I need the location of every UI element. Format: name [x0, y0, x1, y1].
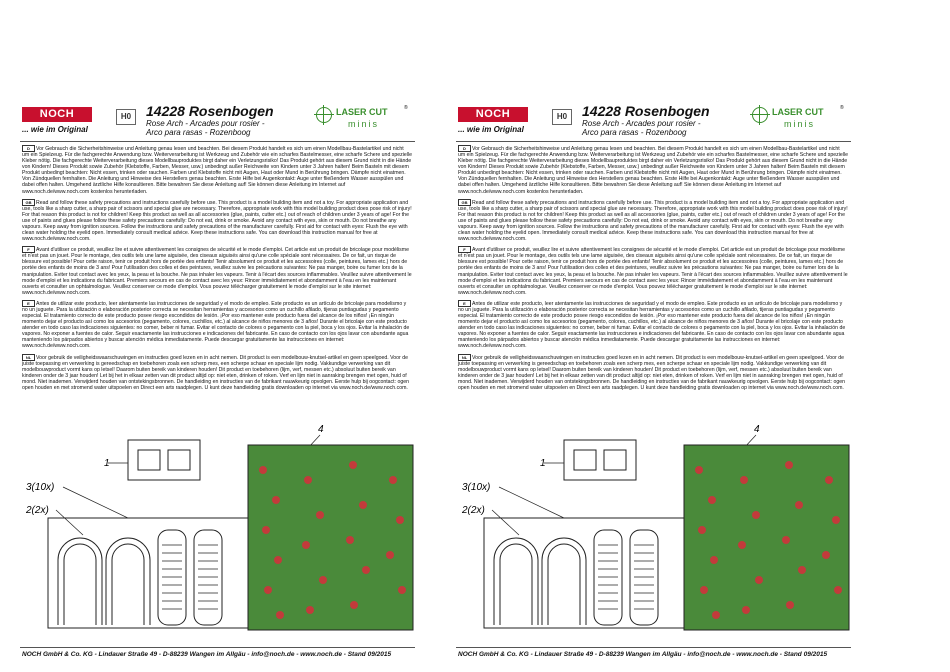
sheet-header	[8, 103, 478, 139]
paragraph-text: Vor Gebrauch die Sicherheitshinweise und Anleitung genau lesen und beachten. Bei diesem Produkt handelt es sich um einen Modellbau-Bastelartikel und nicht um ein Spielzeug. Für die fachgerechte Anwendung bzw. Weiterverarbeitung ist Werkzeug und Zubehör wie ein scharfes Bastelmesser, eine scharfe Schere und spezielle Kleber nötig. Die fachgerechte Weiterverarbeitung dieses Modellbauproduktes birgt daher ein Verletzungsrisiko! Das Produkt gehört aus diesem Grund nicht in die Hände von Kindern! Dieses Produkt sowie Zubehör (Klebstoffe, Farben, Messer, usw.) unbedingt außer Reichweite von Kindern unter 3 Jahren halten! Beim Basteln mit diesem Produkt unbedingt beachten: Nicht essen, trinken oder rauchen. Farben und Klebstoffe nicht mit Augen, Haut oder Mund in Berührung bringen. Dämpfe nicht einatmen. Von Zündquellen fernhalten. Die Anleitung und Hinweise des Herstellers genau beachten. Erste Hilfe bei Augenkontakt: Auge unter fließendem Wasser ausspülen und dabei offen halten. Umgehend ärztliche Hilfe konsultieren. Bitte bewahren Sie diese Anleitung auf! Sie können diese Anleitung im Internet auf www.noch.de/www.noch.com kostenlos herunterladen.	[22, 145, 412, 195]
brand-slogan: ... wie im Original	[22, 125, 88, 134]
part-1-window	[604, 450, 626, 470]
crosshair-icon	[752, 107, 768, 123]
lattice	[630, 530, 658, 625]
minis-text: minis	[784, 119, 816, 129]
flag-nl-icon: NL	[458, 354, 471, 361]
scale-badge: H0	[116, 109, 136, 125]
subtitle-line-2: Arco para rasas - Rozenboog	[146, 128, 251, 137]
subtitle-line-1: Rose Arch - Arcades pour rosier -	[582, 119, 701, 128]
arch	[494, 538, 538, 625]
label-4: 4	[754, 424, 760, 435]
paragraph-de	[458, 145, 848, 195]
brand-slogan: ... wie im Original	[458, 125, 524, 134]
paragraph-nl	[22, 354, 412, 391]
parts-drawing	[444, 420, 854, 645]
flag-fr-icon: F	[22, 246, 35, 253]
footer-address: NOCH GmbH & Co. KG - Lindauer Straße 49 - D-88239 Wangen im Allgäu - info@noch.de - www.noch.de - Stand 09/2015	[22, 651, 392, 658]
paragraph-text: Read and follow these safety precautions and instructions carefully before use. This product is a model building item and not a toy. For appropriate application and use, tools like a sharp cutter, a sharp pair of scissors and special glue are necessary. Therefore, appropriate work with this model building product does pose risk of injury! For that reason this product is not for children! Keep this product as well as all accessories (glue, paints, cutter etc.) out of reach of children under 3 years of age! For the use of paints and glues please follow these safety precautions carefully: Do not eat, drink or smoke. Avoid any contact with eyes, skin or mouth. Do not breathe any vapours. Keep away from ignition sources. Follow the instructions and safety precautions of the manufacturer carefully. First aid for contact with eyes: Flush the eye with clean water holding the eyelid open. Immediately consult medical advice. Keep these instructions safe. You can download this instruction manual for free at www.noch.de/www.noch.com.	[458, 199, 848, 243]
part-1-window	[138, 450, 160, 470]
part-1-frame	[564, 440, 636, 480]
paragraph-es	[22, 300, 412, 350]
subtitle-line-2: Arco para rasas - Rozenboog	[582, 128, 687, 137]
product-title: 14228 Rosenbogen	[582, 103, 710, 119]
scale-badge: H0	[552, 109, 572, 125]
arch	[542, 538, 586, 625]
flag-nl-icon: NL	[22, 354, 35, 361]
paragraph-de	[22, 145, 412, 195]
arch	[106, 538, 150, 625]
lasercut-text: LASER CUT	[336, 107, 388, 117]
product-title: 14228 Rosenbogen	[146, 103, 274, 119]
parts-drawing	[8, 420, 418, 645]
paragraph-text: Read and follow these safety precautions and instructions carefully before use. This product is a model building item and not a toy. For appropriate application and use, tools like a sharp cutter, a sharp pair of scissors and special glue are necessary. Therefore, appropriate work with this model building product does pose risk of injury! For that reason this product is not for children! Keep this product as well as all accessories (glue, paints, cutter etc.) out of reach of children under 3 years of age! For the use of paints and glues please follow these safety precautions carefully: Do not eat, drink or smoke. Avoid any contact with eyes, skin or mouth. Do not breathe any vapours. Keep away from ignition sources. Follow the instructions and safety precautions of the manufacturer carefully. First aid for contact with eyes: Flush the eye with clean water holding the eyelid open. Immediately consult medical advice. Keep these instructions safe. You can download this instruction manual for free at www.noch.de/www.noch.com.	[22, 199, 412, 243]
footer-divider	[456, 647, 851, 648]
product-subtitle	[582, 119, 701, 137]
label-3: 3(10x)	[26, 482, 55, 493]
flag-gb-icon: GB	[458, 199, 471, 206]
paragraph-text: Antes de utilizar este producto, leer atentamente las instrucciones de seguridad y el modo de empleo. Este producto es un artículo de bricolaje para modelismo y no un juguete. Para la utilización o elaboración posterior correcta se necesitan herramientas y accesorios como un cuchillo afilado, tijeras puntiagudas y pegamento especial. El tratamiento correcto de este producto posee riesgo escondidos de lesión. ¡Por eso mantener este producto fuera del alcance de los niños! ¡En ningún momento dejar el producto así como los accesorios (pegamento, colores, cuchillos, etc.) al alcance de niños menores de 3 años! Durante el bricolaje con este producto atender en todo caso las indicaciones siguientes: no comer, beber ni fumar. Evitar el contacto de colores o pegamento con la piel, boca y los ojos. Evitar la inhalación de vapores. No exponer a fuentes de calor. Seguir exactamente las instrucciones e indicaciones del fabricante. En caso de contacto con los ojos lavar con abundante agua manteniendo los párpados abiertos y buscar atención médica inmediatamente. Puede descargar gratuitamente las instrucciones en internet: www.noch.de/www.noch.com.	[458, 300, 846, 350]
paragraph-gb	[458, 199, 848, 243]
leader-line	[499, 487, 564, 518]
noch-logo: NOCH	[458, 107, 528, 122]
instruction-sheet-right	[444, 0, 914, 672]
paragraph-gb	[22, 199, 412, 243]
safety-instructions	[22, 145, 412, 395]
header-divider	[20, 141, 415, 142]
footer-divider	[20, 647, 415, 648]
flag-es-icon: E	[458, 300, 471, 307]
part-4-foliage-sheet	[684, 445, 849, 630]
paragraph-text: Voor gebruik de veiligheidswaarschuwingen en instructies goed lezen en in acht nemen. Dit product is een modelbouw-knutsel-artikel en geen speelgoed. Voor de juiste toepassing en verwerking is gereedschap en toebehoren zoals een scherp mes, een scherpe schaar en speciale lijm nodig. Vakkundige verwerking van dit modelbouwproduct vormt kans op letsel! Daarom buiten bereik van kinderen houden! Dit product en toebehoren (lijm, verf, messen etc.) absoluut buiten bereik van kinderen onder de 3 jaar houden! Let bij het in elkaar zetten van dit product altijd op: niet eten, drinken of roken. Verf en lijm niet in aanraking brengen met ogen, huid of mond. Niet inademen. Verwijderd houden van ontstekingsbronnen. De handleiding en instructies van de fabrikant nauwkeurig opvolgen. Eerste hulp bij oogcontact: ogen open houden en met stromend water uitspoelen en Direct een arts raadplegen. U kunt deze handleiding gratis downloaden op internet via www.noch.de/www.noch.com.	[22, 354, 410, 391]
label-2: 2(2x)	[26, 505, 49, 516]
part-1-window	[168, 450, 190, 470]
lasercut-text: LASER CUT	[772, 107, 824, 117]
subtitle-line-1: Rose Arch - Arcades pour rosier -	[146, 119, 265, 128]
noch-logo: NOCH	[22, 107, 92, 122]
instruction-sheet-left	[8, 0, 478, 672]
leader-line	[492, 510, 519, 535]
label-4: 4	[318, 424, 324, 435]
product-subtitle	[146, 119, 265, 137]
safety-instructions	[458, 145, 848, 395]
label-1: 1	[104, 458, 110, 469]
paragraph-text: Avant d'utiliser ce produit, veuillez lire et suivre attentivement les consignes de sécurité et le mode d'emploi. Cet article est un produit de bricolage pour modélisme et n'est pas un jouet. Pour le montage, des outils tels une lame aiguisée, des ciseaux aiguisés ainsi qu'une colle spéciale sont nécessaires. De ce fait, un risque de blessure est possible! Pour cette raison, tenir ce produit hors de portée des enfants! Tenir absolument ce produit et les accessoires (colle, peintures, lames etc.) hors de portée des enfants de moins de 3 ans! Pour l'utilisation des colles et des peintures, veuillez suivre les précautions suivantes: Ne pas manger, boire ou fumer lors de la manipulation. Eviter tout contact avec les yeux, la peau et la bouche. Ne pas inhaler les vapeurs. Tenir à l'écart des sources inflammables. Veuillez suivre attentivement le mode d'emploi et les indications du fabricant. Premiers secours en cas de contact avec les yeux: Rincer immédiatement et abondamment à l'eau en les maintenant ouverts et consulter un ophtalmologue. Veuillez conserver ce mode d'emploi. Vous pouvez télécharger gratuitement le mode d'emploi sur le site internet: www.noch.de/www.noch.com.	[458, 247, 848, 296]
part-1-frame	[128, 440, 200, 480]
paragraph-text: Vor Gebrauch die Sicherheitshinweise und Anleitung genau lesen und beachten. Bei diesem Produkt handelt es sich um einen Modellbau-Bastelartikel und nicht um ein Spielzeug. Für die fachgerechte Anwendung bzw. Weiterverarbeitung ist Werkzeug und Zubehör wie ein scharfes Bastelmesser, eine scharfe Schere und spezielle Kleber nötig. Die fachgerechte Weiterverarbeitung dieses Modellbauproduktes birgt daher ein Verletzungsrisiko! Das Produkt gehört aus diesem Grund nicht in die Hände von Kindern! Dieses Produkt sowie Zubehör (Klebstoffe, Farben, Messer, usw.) unbedingt außer Reichweite von Kindern unter 3 Jahren halten! Beim Basteln mit diesem Produkt unbedingt beachten: Nicht essen, trinken oder rauchen. Farben und Klebstoffe nicht mit Augen, Haut oder Mund in Berührung bringen. Dämpfe nicht einatmen. Von Zündquellen fernhalten. Die Anleitung und Hinweise des Herstellers genau beachten. Erste Hilfe bei Augenkontakt: Auge unter fließendem Wasser ausspülen und dabei offen halten. Umgehend ärztliche Hilfe konsultieren. Bitte bewahren Sie diese Anleitung auf! Sie können diese Anleitung im Internet auf www.noch.de/www.noch.com kostenlos herunterladen.	[458, 145, 848, 195]
lasercut-minis-logo	[308, 105, 408, 137]
part-2-sheet	[484, 518, 684, 628]
flag-fr-icon: F	[458, 246, 471, 253]
header-divider	[456, 141, 851, 142]
paragraph-fr	[22, 246, 412, 296]
paragraph-text: Voor gebruik de veiligheidswaarschuwingen en instructies goed lezen en in acht nemen. Dit product is een modelbouw-knutsel-artikel en geen speelgoed. Voor de juiste toepassing en verwerking is gereedschap en toebehoren zoals een scherp mes, een scherpe schaar en speciale lijm nodig. Vakkundige verwerking van dit modelbouwproduct vormt kans op letsel! Daarom buiten bereik van kinderen houden! Dit product en toebehoren (lijm, verf, messen etc.) absoluut buiten bereik van kinderen onder de 3 jaar houden! Let bij het in elkaar zetten van dit product altijd op: niet eten, drinken of roken. Verf en lijm niet in aanraking brengen met ogen, huid of mond. Niet inademen. Verwijderd houden van ontstekingsbronnen. De handleiding en instructies van de fabrikant nauwkeurig opvolgen. Eerste hulp bij oogcontact: ogen open houden en met stromend water uitspoelen en Direct een arts raadplegen. U kunt deze handleiding gratis downloaden op internet via www.noch.de/www.noch.com.	[458, 354, 846, 391]
lattice	[594, 530, 622, 625]
lasercut-minis-logo	[744, 105, 844, 137]
label-2: 2(2x)	[462, 505, 485, 516]
flag-de-icon: D	[22, 145, 35, 152]
flag-de-icon: D	[458, 145, 471, 152]
paragraph-es	[458, 300, 848, 350]
paragraph-fr	[458, 246, 848, 296]
label-3: 3(10x)	[462, 482, 491, 493]
part-4-foliage-sheet	[248, 445, 413, 630]
lattice-group	[158, 530, 222, 625]
paragraph-nl	[458, 354, 848, 391]
footer-address: NOCH GmbH & Co. KG - Lindauer Straße 49 - D-88239 Wangen im Allgäu - info@noch.de - www.noch.de - Stand 09/2015	[458, 651, 828, 658]
paragraph-text: Avant d'utiliser ce produit, veuillez lire et suivre attentivement les consignes de sécurité et le mode d'emploi. Cet article est un produit de bricolage pour modélisme et n'est pas un jouet. Pour le montage, des outils tels une lame aiguisée, des ciseaux aiguisés ainsi qu'une colle spéciale sont nécessaires. De ce fait, un risque de blessure est possible! Pour cette raison, tenir ce produit hors de portée des enfants! Tenir absolument ce produit et les accessoires (colle, peintures, lames etc.) hors de portée des enfants de moins de 3 ans! Pour l'utilisation des colles et des peintures, veuillez suivre les précautions suivantes: Ne pas manger, boire ou fumer lors de la manipulation. Eviter tout contact avec les yeux, la peau et la bouche. Ne pas inhaler les vapeurs. Tenir à l'écart des sources inflammables. Veuillez suivre attentivement le mode d'emploi et les indications du fabricant. Premiers secours en cas de contact avec les yeux: Rincer immédiatement et abondamment à l'eau en les maintenant ouverts et consulter un ophtalmologue. Veuillez conserver ce mode d'emploi. Vous pouvez télécharger gratuitement le mode d'emploi sur le site internet: www.noch.de/www.noch.com.	[22, 247, 412, 296]
flag-gb-icon: GB	[22, 199, 35, 206]
part-2-sheet	[48, 518, 248, 628]
part-1-window	[574, 450, 596, 470]
lattice	[158, 530, 186, 625]
registered-mark: ®	[404, 105, 408, 111]
arch	[58, 538, 102, 625]
leader-line	[56, 510, 83, 535]
minis-text: minis	[348, 119, 380, 129]
paragraph-text: Antes de utilizar este producto, leer atentamente las instrucciones de seguridad y el modo de empleo. Este producto es un artículo de bricolaje para modelismo y no un juguete. Para la utilización o elaboración posterior correcta se necesitan herramientas y accesorios como un cuchillo afilado, tijeras puntiagudas y pegamento especial. El tratamiento correcto de este producto posee riesgo escondidos de lesión. ¡Por eso mantener este producto fuera del alcance de los niños! ¡En ningún momento dejar el producto así como los accesorios (pegamento, colores, cuchillos, etc.) al alcance de niños menores de 3 años! Durante el bricolaje con este producto atender en todo caso las indicaciones siguientes: no comer, beber ni fumar. Evitar el contacto de colores o pegamento con la piel, boca y los ojos. Evitar la inhalación de vapores. No exponer a fuentes de calor. Seguir exactamente las instrucciones e indicaciones del fabricante. En caso de contacto con los ojos lavar con abundante agua manteniendo los párpados abiertos y buscar atención médica inmediatamente. Puede descargar gratuitamente las instrucciones en internet: www.noch.de/www.noch.com.	[22, 300, 410, 350]
registered-mark: ®	[840, 105, 844, 111]
leader-line	[63, 487, 128, 518]
crosshair-icon	[316, 107, 332, 123]
sheet-header	[444, 103, 914, 139]
lattice-group	[594, 530, 658, 625]
label-1: 1	[540, 458, 546, 469]
flag-es-icon: E	[22, 300, 35, 307]
lattice	[194, 530, 222, 625]
